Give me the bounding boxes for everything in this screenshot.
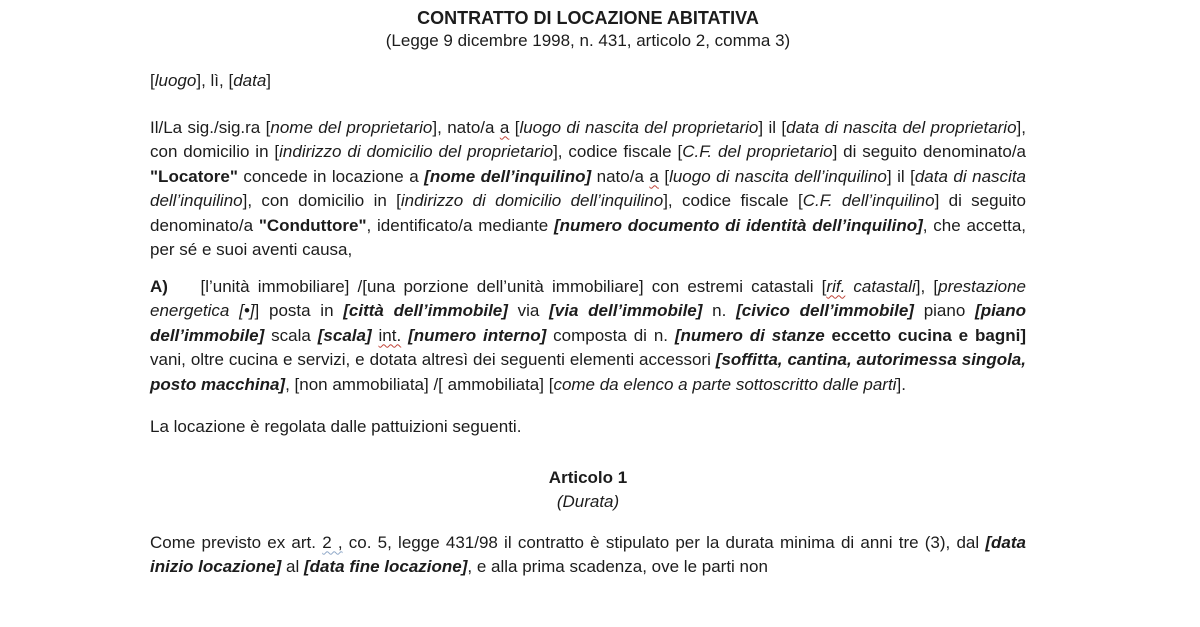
text-run: eccetto cucina e bagni] bbox=[824, 325, 1026, 345]
text-run: Il/La sig./sig.ra [ bbox=[150, 117, 271, 137]
text-run: ] di seguito denominato/a bbox=[832, 142, 1026, 161]
text-run bbox=[372, 326, 379, 345]
text-run: luogo di nascita dell’inquilino bbox=[669, 166, 887, 186]
text-run: nato/a bbox=[591, 166, 650, 186]
text-run: (Durata) bbox=[556, 492, 620, 511]
text-run: catastali bbox=[845, 276, 916, 296]
text-run: "Conduttore" bbox=[258, 215, 367, 235]
text-run: ] posta in bbox=[254, 301, 344, 320]
text-run: [soffitta, cantina, autorimessa singola, posto macchina] bbox=[150, 350, 1026, 394]
text-run: prestazione energetica [•] bbox=[150, 276, 1026, 320]
text-run: [data inizio locazione] bbox=[150, 532, 1026, 576]
text-run: composta di n. bbox=[546, 325, 675, 345]
text-run: [civico dell’immobile] bbox=[736, 301, 914, 320]
text-run: [città dell’immobile] bbox=[343, 301, 508, 320]
property-paragraph bbox=[150, 275, 1026, 398]
document-body bbox=[150, 69, 1026, 580]
text-run: vani, oltre cucina e servizi, e dotata altresì dei seguenti elementi accessori bbox=[150, 350, 716, 369]
text-run: ], lì, [ bbox=[196, 71, 234, 90]
text-run: data bbox=[233, 71, 267, 90]
text-run: co. 5, legge 431/98 il contratto è stipulato per la durata minima di anni tre (3), dal bbox=[342, 532, 986, 552]
text-run: Come previsto ex art. bbox=[150, 532, 323, 552]
text-run: [via dell’immobile] bbox=[549, 301, 703, 320]
spellcheck-flagged-text: a bbox=[499, 117, 510, 137]
text-run: ], nato/a bbox=[432, 117, 500, 137]
document-title: CONTRATTO DI LOCAZIONE ABITATIVA bbox=[417, 8, 759, 28]
text-run: [numero di stanze bbox=[674, 325, 825, 345]
text-run: come da elenco a parte sottoscritto dalle parti bbox=[553, 374, 897, 394]
text-run: data di nascita dell’inquilino bbox=[150, 166, 1027, 210]
text-run: scala bbox=[264, 325, 318, 345]
text-run: [data fine locazione] bbox=[303, 557, 468, 576]
lease-intro bbox=[150, 415, 1026, 440]
text-run: via bbox=[507, 301, 550, 320]
text-run: nome del proprietario bbox=[270, 117, 433, 137]
text-run: [numero interno] bbox=[408, 325, 547, 345]
text-run: piano bbox=[913, 301, 976, 320]
text-run: indirizzo di domicilio dell’inquilino bbox=[400, 191, 664, 210]
text-run: ] il [ bbox=[758, 117, 787, 137]
text-run: ] bbox=[266, 71, 272, 90]
text-run: [ bbox=[150, 71, 155, 90]
text-run: ] di seguito denominato/a bbox=[150, 191, 1026, 235]
text-run: ], codice fiscale [ bbox=[553, 142, 683, 161]
text-run: luogo bbox=[154, 71, 197, 90]
contract-document bbox=[150, 8, 1026, 580]
text-run: Articolo 1 bbox=[548, 467, 628, 487]
text-run: , identificato/a mediante bbox=[366, 215, 554, 235]
text-run: La locazione è regolata dalle pattuizioni seguenti. bbox=[150, 417, 522, 436]
text-run: [l’unità immobiliare] /[una porzione dell’unità immobiliare] con estremi catastali [ bbox=[167, 276, 827, 296]
text-run: [nome dell’inquilino] bbox=[424, 166, 592, 186]
text-run: [ bbox=[658, 166, 670, 186]
text-run: , che accetta, per sé e suoi aventi causa, bbox=[150, 215, 1026, 259]
spellcheck-flagged-text: rif. bbox=[826, 276, 846, 296]
text-run: n. bbox=[702, 301, 737, 320]
text-run: [scala] bbox=[317, 325, 372, 345]
text-run: C.F. del proprietario bbox=[682, 142, 833, 161]
article-1-subtitle bbox=[150, 490, 1026, 515]
text-run: A) bbox=[150, 276, 168, 296]
article-1-heading bbox=[150, 466, 1026, 491]
text-run: ], codice fiscale [ bbox=[663, 191, 803, 210]
text-run: "Locatore" bbox=[150, 166, 238, 186]
text-run: [numero documento di identità dell’inquilino] bbox=[553, 215, 923, 235]
text-run: ], con domicilio in [ bbox=[242, 191, 401, 210]
text-run: data di nascita del proprietario bbox=[786, 117, 1017, 137]
text-run: , e alla prima scadenza, ove le parti non bbox=[467, 557, 768, 576]
text-run: [piano dell’immobile] bbox=[150, 301, 1027, 345]
parties-paragraph bbox=[150, 116, 1026, 263]
duration-paragraph bbox=[150, 531, 1026, 580]
text-run: indirizzo di domicilio del proprietario bbox=[279, 142, 554, 161]
dateline bbox=[150, 69, 1026, 94]
text-run: ] il [ bbox=[886, 166, 915, 186]
text-run: C.F. dell’inquilino bbox=[802, 191, 935, 210]
text-run: , [non ammobiliata] /[ ammobiliata] [ bbox=[285, 374, 554, 394]
text-run: ]. bbox=[896, 374, 906, 394]
text-run: luogo di nascita del proprietario bbox=[519, 117, 759, 137]
document-subtitle: (Legge 9 dicembre 1998, n. 431, articolo 2, comma 3) bbox=[385, 31, 791, 50]
spellcheck-flagged-text: int. bbox=[378, 325, 402, 345]
text-run: ], con domicilio in [ bbox=[150, 117, 1026, 161]
text-run: al bbox=[281, 557, 304, 576]
spellcheck-flagged-text: 2 , bbox=[322, 532, 343, 552]
spellcheck-flagged-text: a bbox=[649, 166, 659, 186]
text-run: ], [ bbox=[915, 276, 939, 296]
text-run: [ bbox=[509, 117, 520, 137]
text-run: concede in locazione a bbox=[237, 166, 425, 186]
